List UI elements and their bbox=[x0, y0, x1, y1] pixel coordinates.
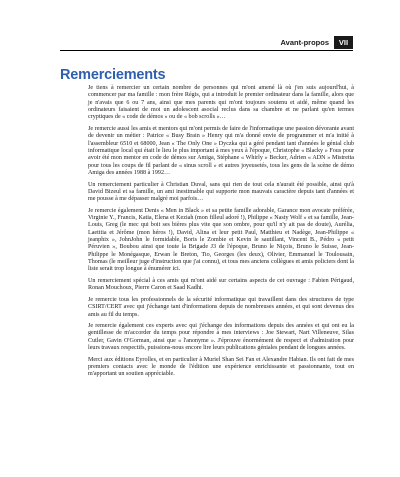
section-title: Remerciements bbox=[60, 67, 166, 83]
paragraph-experts: Je remercie également ces experts avec qui j'échange des informations depuis des années et qui ont eu la gentillesse de m'accorder du temps pour répondre à mes interviews : Joe Stewart, Nart Villeneuve, Silas Cutler, Gavin O'Gorman, ainsi que « l'anonyme ». J'éprouve énormément de respect et d'admiration pour leurs travaux respectifs, puissions-nous encore lire leurs publications géniales pendant de longues années. bbox=[88, 323, 354, 352]
page-number: VII bbox=[334, 36, 353, 49]
paragraph-reviewers: Un remerciement spécial à ces amis qui m'ont aidé sur certains aspects de cet ouvrage : Fabien Périgaud, Ronan Mouchoux, Pierre Caron et Saad Kadhi. bbox=[88, 278, 354, 292]
running-header bbox=[60, 36, 353, 51]
paragraph-mentors: Je remercie aussi les amis et mentors qui m'ont permis de faire de l'informatique une passion dévorante avant de devenir un métier : Patrice « Busy Brain » Henry qui m'a donné envie de programmer et m'a initié à l'assembleur 6510 et 68000, Jean « The Only One » Dyczka qui a géré pendant tant d'années le génial club informatique local qui était le lieu le plus important à mes yeux à l'époque, Christophe « Blacky » Fous pour avoir été mon mentor en code de démos sur Amiga, Stéphane « Whirly » Becker, Adrien « ADN » Mistretta pour tous les coups de fil parlant de « sinus scroll » et autres joyeusetés, tous les gens de la scène de démo Amiga des années 1988 à 1992… bbox=[88, 125, 355, 176]
paragraph-friends: Je remercie également Denis « Men in Black » et sa petite famille adorable, Garance mon avocate préférée, Virginie Y., Francis, Katia, Elena et Keziah (mon filleul adoré !), Philippe « Nasty Wolf » et sa famille, Jean-Louis, Greg (le mec qui boit ses bières plus vite que son ombre, pour qu'il n'y ait pas de doute), Aurélia, Laetitia et Jérôme (mon héros !), David, Alina et leur petit Paul, Matthieu et Nadège, Jean-Philippe « jeanphix », JohnJohn le formidable, Boris le Zombie et Kevin le sautillant, Vincent B., Pédro « petit Péruvien », Boubou ainsi que toute la Brigade J3 de l'époque, Bruno le Niçois, Bruno le Suisse, Jean-Philippe le Monégasque, Erwan le Breton, Tio, Georges (les deux), Olivier, Emmanuel le Toulousain, Thomas (le meilleur juge d'instruction que j'ai connu), et tous mes anciens collègues et amis policiers dont la liste serait trop longue à énumérer ici. bbox=[88, 207, 354, 273]
paragraph-publisher: Merci aux éditions Eyrolles, et en particulier à Muriel Shan Sei Fan et Alexandre Habian. Ils ont fait de mes premiers contacts avec le monde de l'édition une expérience enrichissante et passionnante, tout en m'apportant un soutien appréciable. bbox=[88, 356, 354, 378]
paragraph-family: Je tiens à remercier un certain nombre de personnes qui m'ont amené là où j'en suis aujourd'hui, à commencer par ma famille : mon frère Régis, qui a introduit le premier ordinateur dans la famille, alors que je n'avais que 6 ou 7 ans, ainsi que mes parents qui m'ont toujours soutenu et aidé, même quand les ordinateurs faisaient de moi un adolescent asocial reclus dans sa chambre et ne parlant qu'en termes cryptiques de « code de démos » ou de « bob scrolls »… bbox=[88, 85, 354, 121]
paragraph-special-thanks: Un remerciement particulier à Christian Duval, sans qui rien de tout cela n'aurait été possible, ainsi qu'à David Bizeul et sa famille, un ami inestimable qui supporte mon mauvais caractère depuis tant d'années et me pousse à me dépasser malgré moi parfois… bbox=[88, 181, 354, 203]
running-header-title: Avant-propos bbox=[280, 38, 329, 47]
body-text bbox=[88, 85, 354, 383]
paragraph-csirt: Je remercie tous les professionnels de la sécurité informatique qui travaillent dans des structures de type CSIRT/CERT avec qui j'échange tant d'informations depuis de nombreuses années, et qui sont devenus des amis au fil du temps. bbox=[88, 296, 354, 318]
